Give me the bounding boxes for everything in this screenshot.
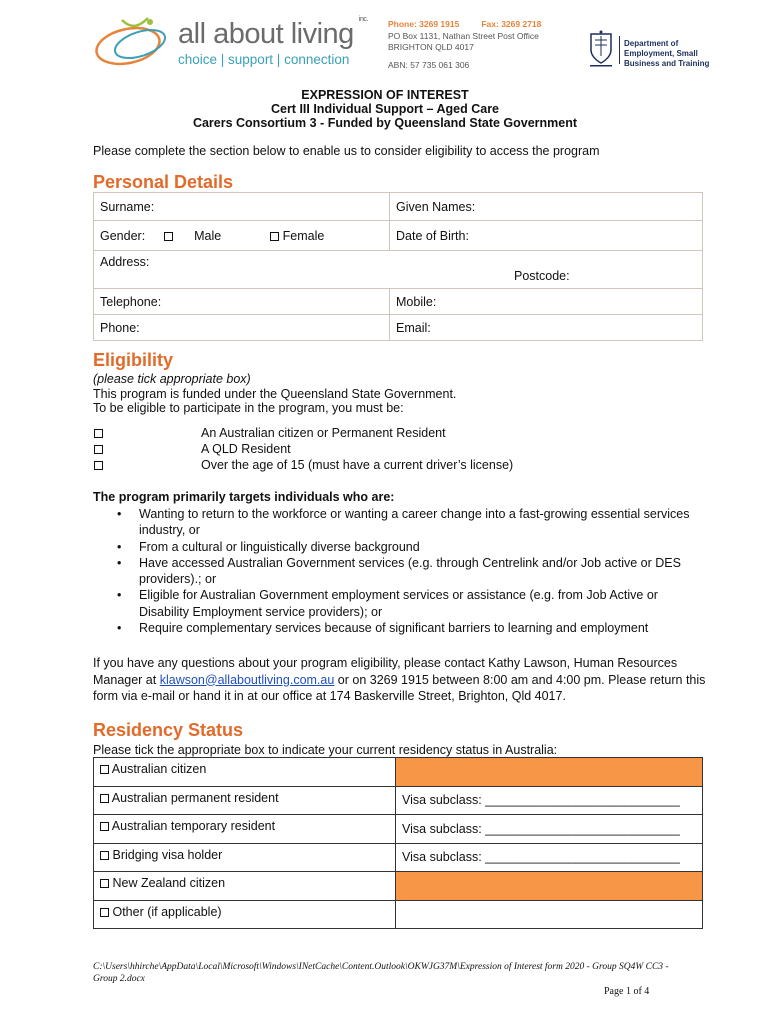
email-field[interactable]: Email: (390, 315, 703, 341)
mobile-field[interactable]: Mobile: (390, 289, 703, 315)
queensland-crest-icon (586, 30, 616, 68)
logo-divider (619, 36, 620, 64)
personal-details-table (93, 192, 703, 341)
residency-row (94, 900, 703, 929)
phone-number: Phone: 3269 1915 (388, 19, 460, 29)
visa-subclass-field[interactable]: Visa subclass: ____________________________ (396, 843, 703, 872)
address-field[interactable] (94, 251, 703, 289)
title-line2: Cert III Individual Support – Aged Care (270, 102, 500, 116)
residency-checkbox[interactable] (100, 765, 109, 774)
page-number: Page 1 of 4 (604, 986, 650, 997)
address-line1: PO Box 1131, Nathan Street Post Office (388, 30, 539, 41)
criteria-checkbox[interactable] (94, 445, 103, 454)
telephone-field[interactable]: Telephone: (94, 289, 390, 315)
residency-row (94, 872, 703, 901)
eligibility-note: (please tick appropriate box) (93, 372, 251, 386)
target-item: • Eligible for Australian Government employment services or assistance (e.g. from Job Active or Disability Employment service providers); or (139, 587, 709, 620)
residency-option[interactable]: Bridging visa holder (94, 843, 396, 872)
gender-label: Gender: (100, 228, 146, 243)
residency-option[interactable]: Other (if applicable) (94, 900, 396, 929)
visa-subclass-field[interactable]: Visa subclass: ____________________________ (396, 786, 703, 815)
contact-email-link[interactable]: klawson@allaboutliving.com.au (159, 672, 335, 687)
intro-text: Please complete the section below to enable us to consider eligibility to access the program (93, 144, 600, 158)
brand-tagline: choice | support | connection (178, 52, 350, 67)
address-line2: BRIGHTON QLD 4017 (388, 42, 474, 52)
eligibility-line1: This program is funded under the Queensland State Government. (93, 386, 457, 401)
residency-empty-cell (396, 900, 703, 929)
targets-heading: The program primarily targets individuals who are: (93, 490, 395, 504)
given-names-field[interactable]: Given Names: (390, 193, 703, 221)
swirl-logo-icon (92, 16, 182, 72)
residency-intro: Please tick the appropriate box to indicate your current residency status in Australia: (93, 743, 558, 757)
female-checkbox[interactable] (270, 232, 279, 241)
personal-details-heading: Personal Details (93, 172, 234, 192)
male-label: Male (194, 228, 222, 243)
residency-checkbox[interactable] (100, 908, 109, 917)
postcode-label: Postcode: (514, 269, 570, 283)
org-contact-block (388, 19, 541, 71)
eligibility-line2: To be eligible to participate in the program, you must be: (93, 401, 404, 415)
contact-paragraph: If you have any questions about your program eligibility, please contact Kathy Lawson, Human Resources Manager at klawson@allaboutliving.com.au or on 3269 1915 between 8:00 am and 4:00 pm. Please return this form via e-mail or hand it in at our office at 174 Baskerville Street, Brighton, Qld 4017. (93, 656, 706, 703)
residency-checkbox[interactable] (100, 822, 109, 831)
surname-field[interactable]: Surname: (94, 193, 390, 221)
residency-checkbox[interactable] (100, 794, 109, 803)
dob-field[interactable]: Date of Birth: (390, 221, 703, 251)
eligibility-intro (93, 372, 713, 416)
residency-row (94, 786, 703, 815)
visa-subclass-field[interactable]: Visa subclass: ____________________________ (396, 815, 703, 844)
residency-row (94, 758, 703, 787)
letterhead (0, 0, 770, 80)
residency-row (94, 815, 703, 844)
residency-option[interactable]: Australian temporary resident (94, 815, 396, 844)
phone-field[interactable]: Phone: (94, 315, 390, 341)
male-checkbox[interactable] (164, 232, 173, 241)
female-label: Female (282, 228, 325, 243)
title-line1: EXPRESSION OF INTEREST (301, 88, 469, 102)
residency-heading: Residency Status (93, 720, 244, 740)
residency-option[interactable]: Australian permanent resident (94, 786, 396, 815)
residency-table (93, 757, 703, 929)
fax-number: Fax: 3269 2718 (481, 19, 542, 29)
criteria-item: Over the age of 15 (must have a current driver’s license) (93, 458, 713, 474)
title-line3: Carers Consortium 3 - Funded by Queensland State Government (192, 116, 578, 130)
abn-number: ABN: 57 735 061 306 (388, 59, 470, 70)
residency-checkbox[interactable] (100, 851, 109, 860)
residency-shaded-cell (396, 872, 703, 901)
residency-option[interactable]: New Zealand citizen (94, 872, 396, 901)
target-item: • Have accessed Australian Government services (e.g. through Centrelink and/or Job active or DES providers).; or (139, 555, 709, 588)
department-name: Department of Employment, Small Business and Training (624, 39, 710, 68)
criteria-item: An Australian citizen or Permanent Resident (93, 426, 713, 442)
qld-department-logo (586, 30, 716, 70)
document-title (0, 88, 770, 130)
criteria-checkbox[interactable] (94, 461, 103, 470)
eligibility-heading: Eligibility (93, 350, 174, 370)
address-label: Address: (100, 255, 150, 269)
criteria-item: A QLD Resident (93, 442, 713, 458)
target-item: • From a cultural or linguistically diverse background (139, 539, 709, 555)
targets-list (139, 506, 709, 636)
criteria-checkbox[interactable] (94, 429, 103, 438)
file-path-footer: C:\Users\hhirche\AppData\Local\Microsoft\Windows\INetCache\Content.Outlook\OKWJG37M\Expression of Interest form 2020 - Group SQ4W CC3 - Group 2.docx (93, 962, 669, 984)
residency-option[interactable]: Australian citizen (94, 758, 396, 787)
residency-shaded-cell (396, 758, 703, 787)
all-about-living-logo (92, 16, 368, 70)
target-item: • Wanting to return to the workforce or wanting a career change into a fast-growing essential services industry, or (139, 506, 709, 539)
target-item: • Require complementary services because of significant barriers to learning and employment (139, 620, 709, 636)
brand-name: all about living inc. (178, 16, 368, 50)
residency-row (94, 843, 703, 872)
eligibility-criteria (93, 426, 713, 474)
gender-field (94, 221, 390, 251)
residency-checkbox[interactable] (100, 879, 109, 888)
